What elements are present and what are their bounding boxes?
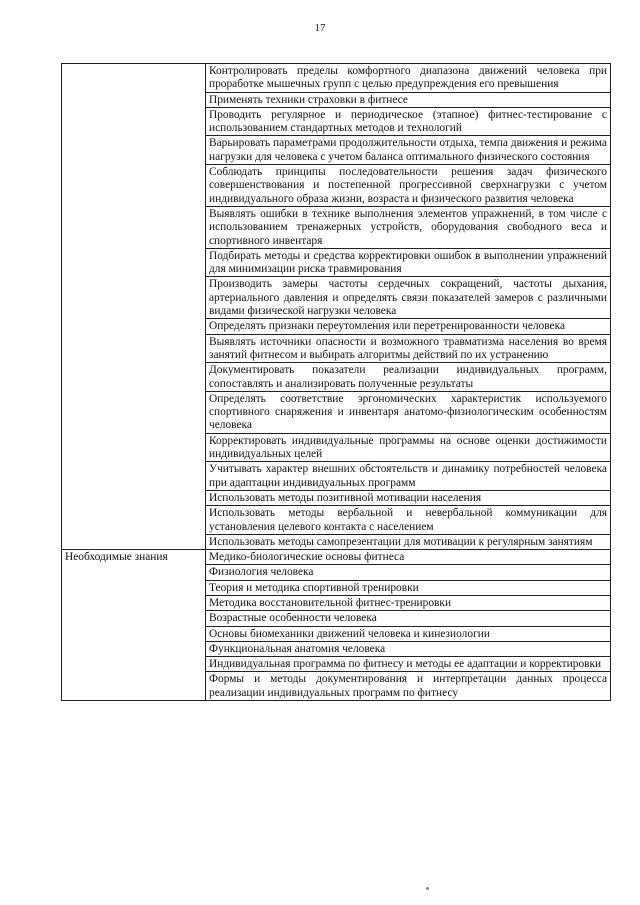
knowledge-item: Теория и методика спортивной тренировки [206,580,611,595]
skill-item: Применять техники страховки в фитнесе [206,92,611,107]
knowledge-item: Физиология человека [206,565,611,580]
knowledge-item: Возрастные особенности человека [206,611,611,626]
section-label: Необходимые знания [62,550,206,701]
table-row [62,550,611,565]
page-number: 17 [314,22,326,34]
skill-item: Производить замеры частоты сердечных сокращений, частоты дыхания, артериального давления и определять связи показателей замеров с различными видами физической нагрузки человека [206,277,611,319]
skill-item: Варьировать параметрами продолжительности отдыха, темпа движения и режима нагрузки для человека с учетом баланса оптимального физического состояния [206,136,611,165]
skill-item: Определять признаки переутомления или перетренированности человека [206,319,611,334]
skill-item: Определять соответствие эргономических характеристик используемого спортивного снаряжения и инвентаря анатомо-физиологическим особенностям человека [206,391,611,433]
skill-item: Проводить регулярное и периодическое (этапное) фитнес-тестирование с использованием стандартных методов и технологий [206,107,611,136]
skill-item: Соблюдать принципы последовательности решения задач физического совершенствования и постепенной прогрессивной сверхнагрузки с учетом индивидуального образа жизни, возраста и физического развития человека [206,165,611,207]
knowledge-item: Методика восстановительной фитнес-тренировки [206,595,611,610]
knowledge-item: Основы биомеханики движений человека и кинезиологии [206,626,611,641]
skill-item: Использовать методы позитивной мотивации населения [206,490,611,505]
knowledge-item: Индивидуальная программа по фитнесу и методы ее адаптации и корректировки [206,657,611,672]
skill-item: Выявлять ошибки в технике выполнения элементов упражнений, в том числе с использованием тренажерных устройств, оборудования свободного веса и спортивного инвентаря [206,206,611,248]
skill-item: Документировать показатели реализации индивидуальных программ, сопоставлять и анализировать полученные результаты [206,363,611,392]
competency-table [61,63,611,701]
section-label-empty [62,64,206,550]
skill-item: Выявлять источники опасности и возможного травматизма населения во время занятий фитнесом и выбирать алгоритмы действий по их устранению [206,334,611,363]
skill-item: Учитывать характер внешних обстоятельств и динамику потребностей человека при адаптации индивидуальных программ [206,462,611,491]
knowledge-item: Медико-биологические основы фитнеса [206,550,611,565]
knowledge-item: Формы и методы документирования и интерпретации данных процесса реализации индивидуальных программ по фитнесу [206,672,611,701]
skill-item: Использовать методы самопрезентации для мотивации к регулярным занятиям [206,534,611,549]
skill-item: Использовать методы вербальной и невербальной коммуникации для установления целевого контакта с населением [206,506,611,535]
skill-item: Корректировать индивидуальные программы на основе оценки достижимости индивидуальных целей [206,433,611,462]
skill-item: Подбирать методы и средства корректировки ошибок в выполнении упражнений для минимизации риска травмирования [206,248,611,277]
table-row [62,64,611,93]
scan-speck [426,887,429,890]
knowledge-item: Функциональная анатомия человека [206,641,611,656]
skill-item: Контролировать пределы комфортного диапазона движений человека при проработке мышечных групп с целью предупреждения его превышения [206,64,611,93]
